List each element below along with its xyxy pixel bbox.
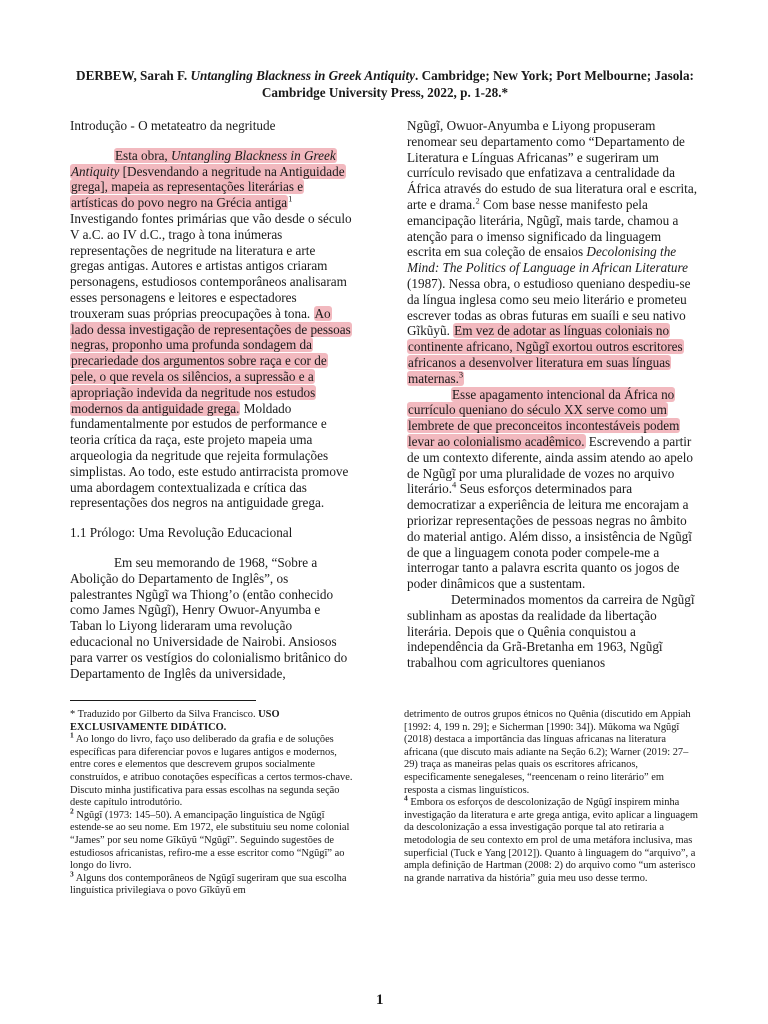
citation-title: Untangling Blackness in Greek Antiquity bbox=[190, 68, 415, 83]
section-heading-prologue: 1.1 Prólogo: Uma Revolução Educacional bbox=[70, 525, 293, 541]
footnote-4: $^4$ Embora os esforços de descolonização de Ngũgĩ inspirem minha investigação da literatura e arte grega antiga, evito aplicar a linguagem da descolonização a essa investigação porque tal ato retiraria a metodologia de seu contexto em prol de uma metáfora inclusiva, mas superficial (Tuck e Yang [2012]). Quanto à linguagem do “arquivo”, a ampla definição de Hartman (2008: 2) do arquivo como “um asterisco na grande narrativa da história” guia meu uso desse termo. bbox=[404, 793, 698, 884]
highlight-4: Esse apagamento intencional da África no currículo queniano do século XX serve como um lembrete de que preconceitos incontestáveis podem levar ao colonialismo acadêmico. bbox=[408, 386, 680, 449]
page-number: 1 bbox=[376, 992, 384, 1008]
essay-collection-title: Decolonising the Mind: The Politics of Language in African Literature bbox=[407, 244, 688, 276]
footnote-divider bbox=[70, 700, 256, 701]
footnote-2: $^2$ Ngũgĩ (1973: 145–50). A emancipação linguística de Ngũgĩ estende-se ao seu nome. Em 1972, ele substituiu seu nome colonial “James” por seu nome Gĩkũyũ “Ngũgĩ”. Seguindo sugestões de estudiosos africanistas, refiro-me a esse escritor como “Ngũgĩ” ao longo do livro. bbox=[70, 806, 350, 872]
highlight-1: Esta obra, Untangling Blackness in Greek Antiquity [Desvendando a negritude na Antiguidade grega], mapeia as representações literárias e artísticas do povo negro na Grécia antiga bbox=[71, 147, 345, 211]
highlight-3: Em vez de adotar as línguas coloniais no continente africano, Ngũgĩ exortou outros escritores africanos a desenvolver literatura em suas línguas maternas.$^3$ bbox=[408, 323, 683, 386]
footnote-ref-4[interactable]: 4 bbox=[452, 479, 457, 490]
highlight-2: Ao lado dessa investigação de representações de pessoas negras, proponho uma profunda sondagem da precariedade dos argumentos sobre raça e cor de pele, o que revela os silêncios, a supressão e a apropriação indevida da negritude nos estudos modernos da antiguidade grega. bbox=[71, 305, 351, 416]
footnote-ref-3[interactable]: 3 bbox=[458, 369, 464, 380]
citation-header bbox=[60, 67, 710, 101]
right-column bbox=[407, 118, 698, 671]
footnote-translation: * Traduzido por Gilberto da Silva Francisco. USO EXCLUSIVAMENTE DIDÁTICO. bbox=[70, 709, 280, 733]
footnote-3-continued: detrimento de outros grupos étnicos no Quênia (discutido em Appiah [1992: 4, 199 n. 29]; e Sicherman [1990: 34]). Mũkoma wa Ngũgĩ (2018) destaca a importância das línguas africanas na literatura africana (que discuto mais adiante na Seção 6.2); Warner (2019: 27–29) traça as maneiras pelas quais os escritores africanos, especificamente senegaleses, “reencenam o reino literário” em resposta a cismas linguísticos. bbox=[404, 709, 691, 796]
footnote-ref-1[interactable]: 1 bbox=[288, 193, 293, 204]
left-column bbox=[70, 118, 352, 681]
footnotes-left bbox=[70, 709, 354, 898]
citation-publisher: . Cambridge; New York; Port Melbourne; Jasola: Cambridge University Press, 2022, p. 1-28.* bbox=[261, 68, 694, 100]
book-title: Untangling Blackness in Greek Antiquity bbox=[71, 147, 336, 179]
paragraph-intro: Esta obra, Untangling Blackness in Greek Antiquity [Desvendando a negritude na Antiguidade grega], mapeia as representações literárias e artísticas do povo negro na Grécia antiga$^1$ Investigando fontes primárias que vão desde o século V a.C. ao IV d.C., trago à tona inúmeras representações de negritude na literatura e arte gregas antigas. Autores e artistas antigos criaram personagens, estudiosos contemporâneos analisaram esses personagens e leitores e espectadores trouxeram suas próprias preocupações à tona. Ao lado dessa investigação de representações de pessoas negras, proponho uma profunda sondagem da precariedade dos argumentos sobre raça e cor de pele, o que revela os silêncios, a supressão e a apropriação indevida da negritude nos estudos modernos da antiguidade grega. Moldado fundamentalmente por estudos de performance e teoria crítica da raça, este projeto mapeia uma arqueologia da negritude que rejeita formulações simplistas. Ao todo, este estudo antirracista promove uma abordagem contextualizada e crítica das representações dos negros na antiguidade grega. bbox=[70, 147, 352, 511]
paragraph-career: Determinados momentos da carreira de Ngũgĩ sublinham as apostas da realidade da libertação literária. Depois que o Quênia conquistou a independência da Grã-Bretanha em 1963, Ngũgĩ trabalhou com agricultores quenianos bbox=[407, 591, 695, 671]
paragraph-continued: Ngũgĩ, Owuor-Anyumba e Liyong propuseram renomear seu departamento como “Departamento de Literatura e Línguas Africanas” e sugeriram um currículo revisado que enfatizava a centralidade da África através do estudo de sua literatura oral e escrita, arte e drama.$^2$ Com base nesse manifesto pela emancipação literária, Ngũgĩ, mais tarde, chamou a atenção para o imenso significado da linguagem escrita em sua coleção de ensaios Decolonising the Mind: The Politics of Language in African Literature (1987). Nessa obra, o estudioso queniano despediu-se da língua inglesa como seu meio literário e prometeu escrever todas as obras futuras em suaíli e seu nativo Gĩkũyũ. Em vez de adotar as línguas coloniais no continente africano, Ngũgĩ exortou outros escritores africanos a desenvolver literatura em suas línguas maternas.$^3$ bbox=[407, 118, 697, 386]
footnotes-right bbox=[404, 709, 700, 885]
paragraph-prologue: Em seu memorando de 1968, “Sobre a Abolição do Departamento de Inglês”, os palestrantes Ngũgĩ wa Thiong’o (então conhecido como James Ngũgĩ), Henry Owuor-Anyumba e Taban lo Liyong lideraram uma revolução educacional no Universidade de Nairobi. Ansiosos para varrer os vestígios do colonialismo britânico do Departamento de Inglês da universidade, bbox=[70, 554, 348, 681]
footnote-3: $^3$ Alguns dos contemporâneos de Ngũgĩ sugeriram que sua escolha linguística privilegiava o povo Gĩkũyũ em bbox=[70, 869, 347, 897]
section-heading-intro: Introdução - O metateatro da negritude bbox=[70, 118, 276, 133]
footnote-ref-2[interactable]: 2 bbox=[475, 195, 480, 206]
footnote-1: $^1$ Ao longo do livro, faço uso deliberado da grafia e de soluções específicas para diferenciar povos e lugares antigos e modernos, entre cores e elementos que descrevem grupos socialmente construídos, e atribuo conotações específicas a certos termos-chave. Discuto minha justificativa para essas escolhas na segunda seção deste capítulo introdutório. bbox=[70, 730, 353, 809]
citation-author: DERBEW, Sarah F. bbox=[76, 68, 191, 83]
paragraph-erasure: Esse apagamento intencional da África no currículo queniano do século XX serve como um lembrete de que preconceitos incontestáveis podem levar ao colonialismo acadêmico. Escrevendo a partir de um contexto diferente, ainda assim atendo ao apelo de Ngũgĩ por uma pluralidade de vozes no arquivo literário.$^4$ Seus esforços determinados para democratizar a experiência de leitura me encorajam a priorizar representações de pessoas negras no âmbito do material antigo. Além disso, a insistência de Ngũgĩ de que a linguagem conota poder compele-me a interrogar tanto a palavra escrita quanto os jogos de poder dinâmicos que a sustentam. bbox=[407, 386, 693, 592]
